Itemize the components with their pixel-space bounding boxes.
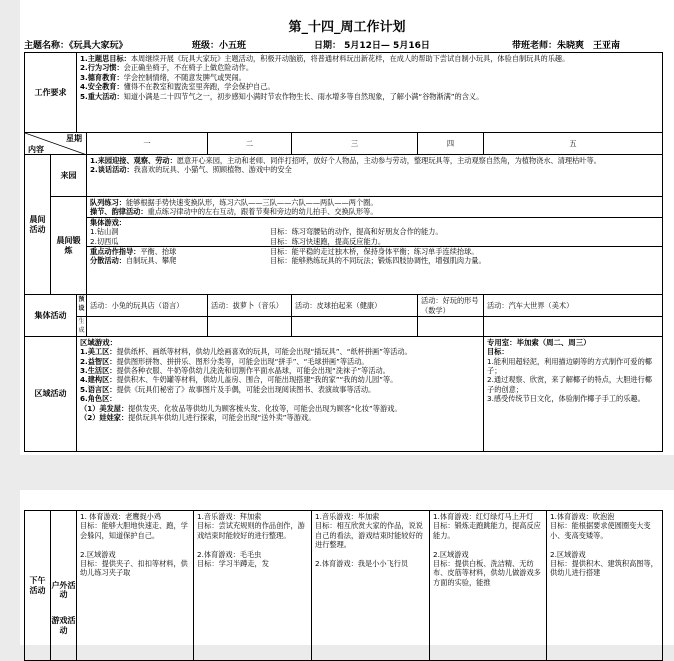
arrival-item: 2.谈话活动：我喜欢的玩具、小猫气、照顾植物、游戏中的安全 [90,165,292,175]
document-page-1 [20,0,674,455]
special-room-goal: 1.能利用超轻泥，利用描边刷等的方式制作可爱的椰子； [487,356,652,376]
days-header-row [25,133,663,155]
area-item: 5.语言区：提供《玩具们秘密了》故事图片及手偶，可能会出现阅读图书、表演故事等活动。 [80,384,376,394]
afternoon-pe: 1.音乐游戏：拜加索 [197,512,262,521]
area-item: 6.角色区： [80,394,117,404]
afternoon-fri [547,511,663,661]
generated-cell [418,317,484,337]
day-tuesday: 二 [208,133,292,155]
collective-activity-wed: 活动：皮球拍起来（健康） [292,295,418,317]
date-range: 日期： 5月12日— 5月16日 [314,41,430,51]
morning-exercise-row [25,197,663,295]
day-monday: 一 [87,133,208,155]
schedule-table [24,52,663,452]
special-room-title: 专用室：毕加索（周二、周三） [487,337,591,347]
header-corner-cell [25,133,87,155]
work-req-item: 4.安全教育：懂得不在教室和盥洗室里奔跑，学会保护自己。 [80,82,275,92]
area-item: （2）娃娃家：提供玩具车供幼儿进行探索，可能会出现“送外卖”等游戏。 [80,413,316,423]
generated-cell [87,317,208,337]
morning-activity-label: 晨间活动 [25,155,51,295]
special-room-goal: 2.通过观察、欣赏，来了解椰子的特点，大胆进行椰子的创意； [487,375,652,394]
work-requirements-row [25,53,663,133]
work-req-item: 1.主题思目标：本周继续开展《玩具大家玩》主题活动，积极开动脑筋，将普通材料玩出新花样，在成人的帮助下尝试自制小玩具，体验自制玩具的乐趣。 [80,54,570,63]
area-item: （1）美发屋：提供发夹、化妆品等供幼儿为顾客梳头发、化妆等，可能会出现为顾客“化妆”等游戏。 [80,403,402,413]
afternoon-area: 2.区域游戏 [80,549,116,559]
area-item: 2.益智区：提供图形拼物、拼拼乐、图形分类等，可能会出现“拼手”、“毛球拼画”等活动。 [80,356,369,366]
afternoon-pe: 1.音乐游戏：毕加索 [315,512,380,521]
game-label: 游戏活动 [51,616,76,635]
work-req-item: 2.行为习惯：会正确坐椅子，不在椅子上做危险动作。 [80,63,254,73]
exercise-label: 晨间锻炼 [51,197,87,295]
afternoon-area-goal: 目标：提供白板、洗洁精、无纺布、皮筋等材料，供幼儿做游戏多方面的实验，能推 [433,559,541,587]
work-requirements-content [77,53,663,133]
content-label: 内容 [28,144,44,154]
afternoon-area: 2.区域游戏 [433,549,469,559]
special-room-goal: 3.感受传统节日文化，体验制作椰子手工的乐趣。 [487,394,645,404]
collective-activity-thu: 活动：好玩的形号（数学） [418,295,484,317]
morning-arrival-row [25,155,663,197]
group-game: 2.切西瓜 目标：练习快速跑，提高反应能力。 [90,236,386,246]
afternoon-thu [430,511,547,661]
special-room-goal-label: 目标： [487,347,509,357]
afternoon-pe-goal: 目标：尝试充规则的作品创作，游戏结束时能较好的进行整理。 [197,521,305,540]
group-games-title: 集体游戏： [87,217,662,227]
arrival-item: 1.来园迎接、观察、劳动：愿意开心来园，主动和老师、同伴打招呼，放好个人物品，主动参与劳动，整理玩具等，主动观察自然角，为植物浇水、清理枯叶等。 [90,156,601,165]
queue-practice: 队列练习：能够根据手势快速变换队形，练习六队——三队——六队——两队——两个圈。 [90,198,378,207]
work-req-item: 5.重大活动：知道小满是二十四节气之一，初步感知小满时节农作物生长、雨水增多等自然现象，了解小满“谷物渐满”的含义。 [80,91,484,101]
afternoon-pe-goal: 目标：相互欣赏大家的作品，说说自己的看法，游戏结束时能较好的进行整理。 [315,521,423,550]
day-thursday: 四 [418,133,484,155]
afternoon-pe-goal: 目标：能根据要求使圆圈变大变小、变高变矮等。 [550,521,651,540]
afternoon-area: 2.区域游戏 [550,549,586,559]
generated-cell [292,317,418,337]
collective-activity-tue: 活动：拔萝卜（音乐） [208,295,292,317]
afternoon-pe-goal: 目标：能够大胆地快速走、跑，学会躲闪，知道保护自己。 [80,521,188,540]
outdoor-label: 户外活动 [51,580,76,600]
area-item: 3.生活区：提供各种衣服、牛奶等供幼儿洗洗和切割作平面水晶球，可能会出现“洗袜子”等活动。 [80,366,390,376]
collective-activity-mon: 活动：小兔的玩具店（语言） [87,295,208,317]
weekday-label: 星期 [66,134,82,143]
area-games-title: 区域游戏： [80,337,117,347]
afternoon-row [25,511,663,661]
afternoon-pe: 1.体育游戏：吹泡泡 [550,512,615,521]
collective-preset-row [25,295,663,317]
afternoon-table [24,510,663,661]
afternoon-sub-labels [51,511,77,661]
generated-label: 生成 [78,318,85,335]
collective-generated-row [25,317,663,337]
afternoon-tue [194,511,312,661]
key-action: 重点动作指导：平衡、抬球 目标：能平稳的走过独木桥，保持身体平衡；练习单手连续抬球。 [87,246,662,256]
afternoon-pe: 1. 体育游戏：老鹰捉小鸡 [80,512,162,521]
afternoon-pe-goal: 目标：锻炼走跑跳能力，提高反应能力。 [433,521,541,540]
class-name: 班级：小五班 [192,41,247,51]
afternoon-area: 2.体育游戏：我是小小飞行员 [315,559,409,569]
generated-cell [484,317,663,337]
area-games-content [77,336,484,451]
document-title: 第_十四_周工作计划 [288,20,406,35]
work-req-item: 3.德育教育：学会控制情绪，不随意发脾气或哭闹。 [80,72,246,82]
preset-label: 预设 [77,295,87,317]
day-friday: 五 [484,133,663,155]
group-game: 1.钻山洞 目标：练习弯腰钻的动作，提高和好朋友合作的能力。 [90,227,443,237]
afternoon-area: 2.体育游戏：毛毛虫 [197,549,262,559]
document-page-2 [20,490,674,645]
generated-cell [208,317,292,337]
theme-name: 主题名称：《玩具大家玩》 [24,41,128,51]
arrival-content [87,155,663,197]
arrival-label: 来园 [51,155,87,197]
area-item: 1.美工区：提供纸杯、画纸等材料，供幼儿绘画喜欢的玩具，可能会出现“插玩具”、“纸杯拼画”等活动。 [80,347,412,357]
area-activity-label: 区域活动 [25,336,77,451]
special-room-content [484,336,663,451]
afternoon-mon [77,511,194,661]
afternoon-pe: 1.体育游戏：红灯绿灯马上开灯 [433,512,534,521]
exercise-content [87,197,663,295]
collective-activity-fri: 活动：汽车大世界（美术） [484,295,663,317]
afternoon-area-goal: 目标：提供夹子、扣扣等材料，供幼儿练习夹子取 [80,559,188,578]
teacher-names: 带班老师：朱晓爽 王亚南 [512,41,621,51]
area-item: 4.建构区：提供积木、牛奶罐等材料，供幼儿盖房、围合，可能出现搭建“我的家”“我的幼儿园”等。 [80,375,398,385]
afternoon-label: 下午活动 [25,511,51,661]
page-gap [0,455,674,490]
day-wednesday: 三 [292,133,418,155]
free-activity: 分散活动：自制玩具、攀爬 目标：能够熟练玩具的不同玩法；锻炼四肢协调性，增强肌肉力量。 [90,256,486,266]
afternoon-area-goal: 目标：提供积木、建筑积高图等，供幼儿进行搭建 [550,559,658,578]
collective-label: 集体活动 [25,295,77,337]
rhythm-practice: 操节、韵律活动：重点练习律动中的左右互动，跟着节奏和旁边的幼儿拍手、交换队形等。 [90,207,378,217]
afternoon-wed [312,511,430,661]
area-activity-row [25,336,663,451]
afternoon-area-goal: 目标：学习半蹲走，发 [197,559,269,569]
work-requirements-label: 工作要求 [25,53,77,133]
